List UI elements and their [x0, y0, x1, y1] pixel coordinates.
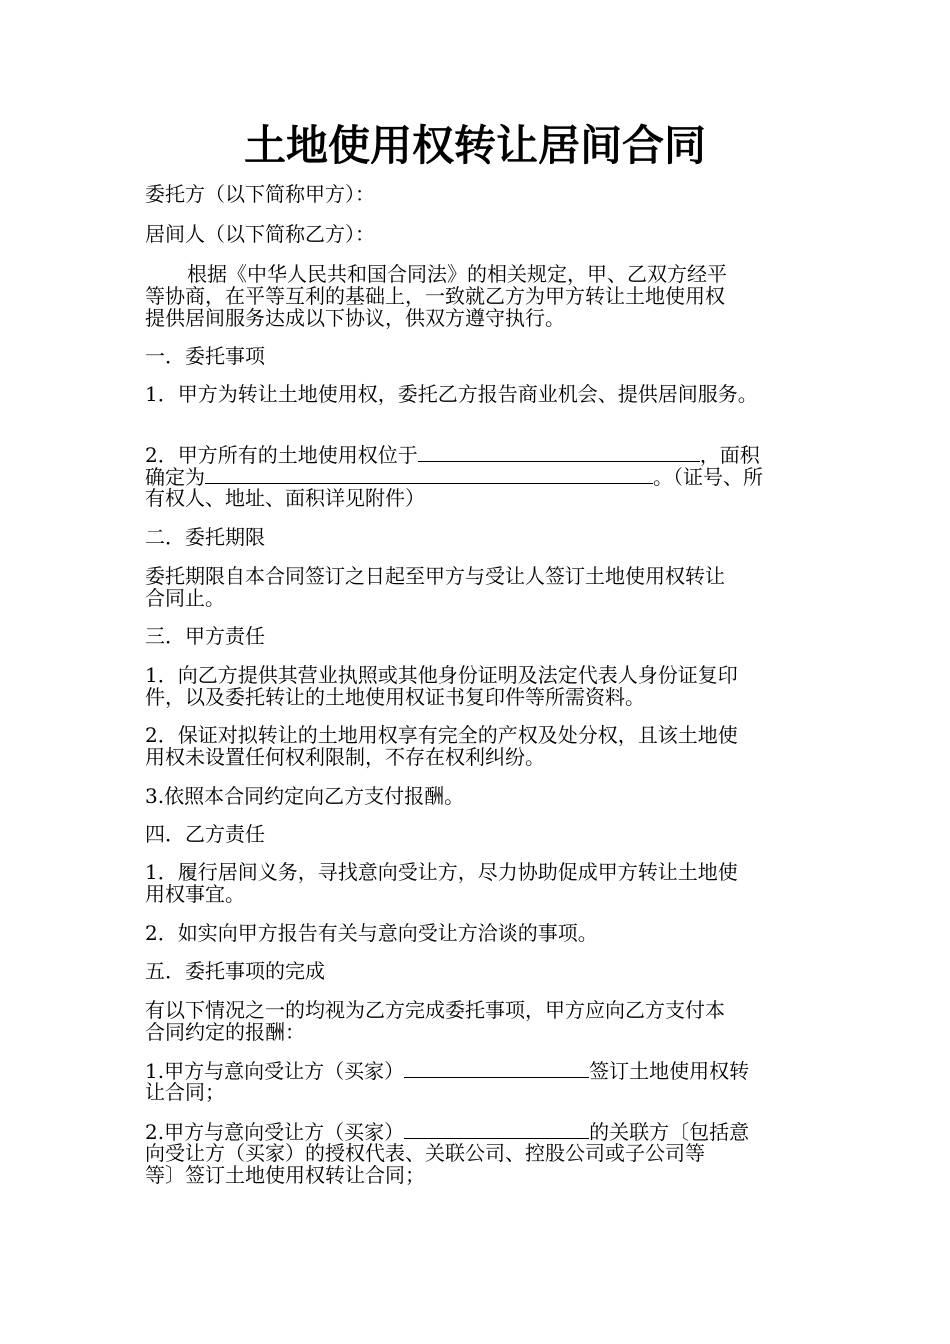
- clause-3-1-line-2: 件，以及委托转让的土地使用权证书复印件等所需资料。: [145, 685, 645, 709]
- clause-5-2-line-1: [145, 1120, 805, 1143]
- clause-1-2-line-2: [145, 465, 805, 488]
- clause-1-2-line-3: 有权人、地址、面积详见附件）: [145, 486, 425, 510]
- clause-3-2-line-1: 2．保证对拟转让的土地用权享有完全的产权及处分权，且该土地使: [145, 723, 738, 747]
- clause-1-1: 1．甲方为转让土地使用权，委托乙方报告商业机会、提供居间服务。: [145, 382, 758, 406]
- clause-text: 签订土地使用权转: [589, 1059, 750, 1083]
- location-blank[interactable]: [418, 443, 700, 462]
- clause-5-1-line-2: 让合同；: [145, 1080, 225, 1104]
- clause-5-intro-line-1: 有以下情况之一的均视为乙方完成委托事项，甲方应向乙方支付本: [145, 998, 725, 1022]
- section-heading-2: 二．委托期限: [145, 525, 265, 549]
- clause-5-1-line-1: [145, 1059, 805, 1082]
- section-heading-4: 四．乙方责任: [145, 822, 265, 846]
- section-heading-1: 一．委托事项: [145, 344, 265, 368]
- clause-3-2-line-2: 用权未设置任何权利限制，不存在权利纠纷。: [145, 745, 545, 769]
- buyer-blank-2[interactable]: [404, 1120, 589, 1139]
- clause-2-line-1: 委托期限自本合同签订之日起至甲方与受让人签订土地使用权转让: [145, 564, 725, 588]
- party-b-line: 居间人（以下简称乙方）：: [145, 222, 375, 246]
- clause-2-line-2: 合同止。: [145, 586, 225, 610]
- clause-text: 。（证号、所: [653, 465, 763, 489]
- clause-5-2-line-2: 向受让方（买家）的授权代表、关联公司、控股公司或子公司等: [145, 1141, 705, 1165]
- clause-text: ，面积: [699, 443, 760, 467]
- preamble-line-1: 根据《中华人民共和国合同法》的相关规定，甲、乙双方经平: [187, 262, 727, 286]
- section-heading-3: 三．甲方责任: [145, 624, 265, 648]
- clause-text: 的关联方〔包括意: [589, 1120, 750, 1144]
- clause-4-2: 2．如实向甲方报告有关与意向受让方洽谈的事项。: [145, 921, 598, 945]
- clause-5-2-line-3: 等〕签订土地使用权转让合同；: [145, 1163, 425, 1187]
- preamble-line-3: 提供居间服务达成以下协议，供双方遵守执行。: [145, 306, 565, 330]
- clause-text: 确定为: [145, 465, 205, 489]
- clause-text: 2.甲方与意向受让方（买家）: [145, 1120, 405, 1144]
- buyer-blank-1[interactable]: [404, 1059, 589, 1078]
- clause-1-2-line-1: [145, 443, 805, 466]
- clause-3-1-line-1: 1．向乙方提供其营业执照或其他身份证明及法定代表人身份证复印: [145, 663, 738, 687]
- clause-4-1-line-1: 1．履行居间义务，寻找意向受让方，尽力协助促成甲方转让土地使: [145, 860, 738, 884]
- clause-5-intro-line-2: 合同约定的报酬：: [145, 1020, 305, 1044]
- clause-text: 2．甲方所有的土地使用权位于: [145, 443, 418, 467]
- document-title: 土地使用权转让居间合同: [243, 121, 706, 170]
- party-a-line: 委托方（以下简称甲方）：: [145, 182, 375, 206]
- section-heading-5: 五．委托事项的完成: [145, 959, 325, 983]
- area-blank[interactable]: [205, 465, 653, 484]
- clause-3-3: 3.依照本合同约定向乙方支付报酬。: [145, 784, 465, 808]
- preamble-line-2: 等协商，在平等互利的基础上，一致就乙方为甲方转让土地使用权: [145, 284, 725, 308]
- clause-4-1-line-2: 用权事宜。: [145, 882, 245, 906]
- clause-text: 1.甲方与意向受让方（买家）: [145, 1059, 405, 1083]
